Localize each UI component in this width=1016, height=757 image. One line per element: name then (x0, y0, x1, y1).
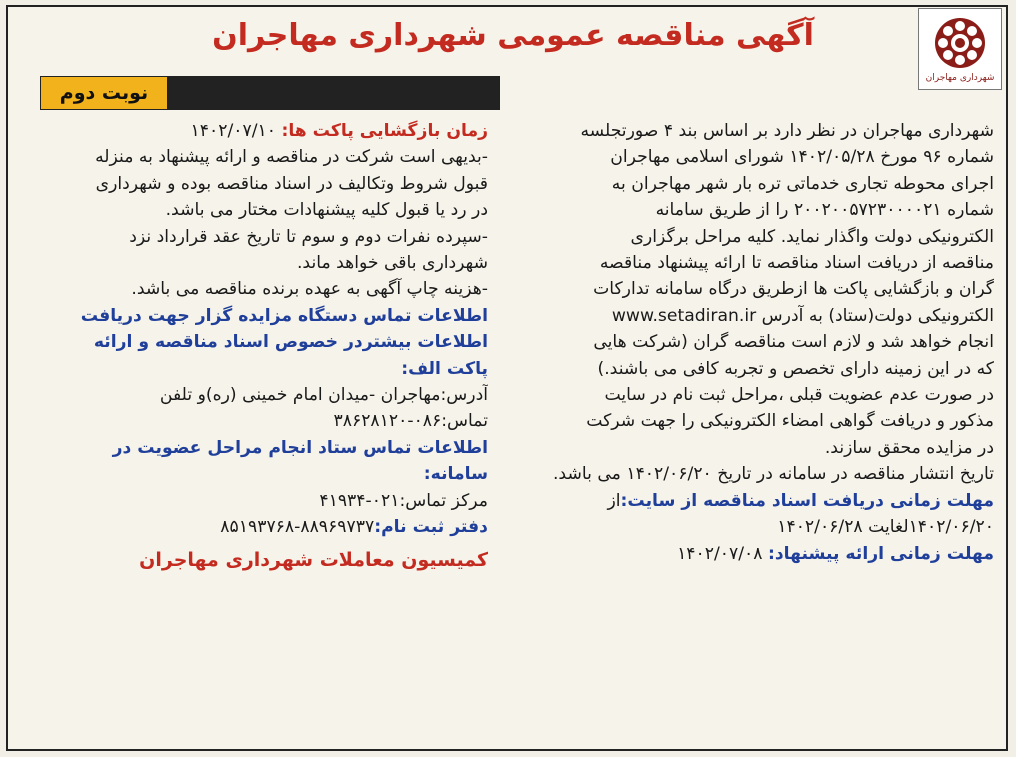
setad-contact-heading: اطلاعات تماس ستاد انجام مراحل عضویت در (112, 437, 488, 458)
opening-line (28, 118, 488, 144)
text-line: در مزایده محقق سازند. (824, 437, 994, 458)
text-line: شهرداری مهاجران در نظر دارد بر اساس بند ۴ صورتجلسه (580, 121, 994, 141)
text-line: -سپرده نفرات دوم و سوم تا تاریخ عقد قرارداد نزد (129, 226, 488, 247)
call-center-line (28, 488, 488, 514)
text-line: در رد یا قبول کلیه پیشنهادات مختار می باشد. (165, 200, 488, 221)
text-line: که در این زمینه دارای تخصص و تجربه کافی می باشند.) (597, 358, 994, 379)
offer-date: ۱۴۰۲/۰۷/۰۸ (677, 543, 763, 564)
commission-footer: کمیسیون معاملات شهرداری مهاجران (139, 548, 488, 571)
contact-heading: اطلاعات تماس دستگاه مزایده گزار جهت دریافت (80, 305, 488, 326)
notice-title: آگهی مناقصه عمومی شهرداری مهاجران (212, 18, 814, 53)
flower-emblem-icon (929, 15, 991, 71)
office-label: دفتر ثبت نام: (374, 517, 488, 538)
municipality-logo (918, 8, 1002, 90)
deadline-line (516, 488, 994, 514)
text-line: اجرای محوطه تجاری خدماتی تره بار شهر مهاجران به (611, 173, 994, 194)
opening-label: زمان بازگشایی پاکت ها: (281, 121, 488, 141)
office-phone: ۸۸۹۶۹۷۳۷-۸۵۱۹۳۷۶۸ (220, 517, 375, 538)
publish-date-line: تاریخ انتشار مناقصه در سامانه در تاریخ ۱۴۰۲/۰۶/۲۰ می باشد. (552, 464, 994, 485)
offer-label: مهلت زمانی ارائه پیشنهاد: (767, 543, 994, 564)
center-phone: ۰۲۱-۴۱۹۳۴ (319, 490, 400, 511)
phone-line: تماس:۰۸۶-۳۸۶۲۸۱۲۰ (333, 411, 488, 432)
text-line: مذکور و دریافت گواهی امضاء الکترونیکی را جهت شرکت (586, 411, 994, 432)
text-line: قبول شروط وتکالیف در اسناد مناقصه بوده و شهرداری (95, 173, 488, 194)
center-label: مرکز تماس: (399, 490, 488, 511)
deadline-from: از (607, 490, 621, 511)
text-line: شماره ۹۶ مورخ ۱۴۰۲/۰۵/۲۸ شورای اسلامی مهاجران (610, 147, 994, 168)
opening-date: ۱۴۰۲/۰۷/۱۰ (190, 121, 276, 141)
text-line: الکترونیکی دولت(ستاد) به آدرس www.setadiran.ir (611, 305, 994, 326)
text-line: در صورت عدم عضویت قبلی ،مراحل ثبت نام در سایت (604, 385, 994, 406)
text-line: -هزینه چاپ آگهی به عهده برنده مناقصه می باشد. (131, 279, 488, 300)
setad-contact-heading: سامانه: (423, 464, 488, 485)
logo-caption: شهرداری مهاجران (925, 73, 995, 83)
address-line: آدرس:مهاجران -میدان امام خمینی (ره)و تلفن (159, 385, 488, 406)
turn-badge: نوبت دوم (40, 76, 168, 110)
text-line: انجام خواهد شد و لازم است مناقصه گران (شرکت هایی (593, 332, 994, 353)
deadline-label: مهلت زمانی دریافت اسناد مناقصه از سایت: (620, 490, 994, 511)
contact-heading: اطلاعات بیشتردر خصوص اسناد مناقصه و ارائه (93, 332, 488, 353)
right-column (516, 118, 994, 567)
text-line: شماره ۲۰۰۲۰۰۵۷۲۳۰۰۰۰۲۱ را از طریق سامانه (655, 200, 994, 221)
offer-deadline-line (516, 541, 994, 567)
office-line (28, 514, 488, 540)
text-line: -بدیهی است شرکت در مناقصه و ارائه پیشنهاد به منزله (95, 147, 488, 168)
deadline-range: ۱۴۰۲/۰۶/۲۰لغایت ۱۴۰۲/۰۶/۲۸ (777, 517, 994, 538)
contact-heading: پاکت الف: (401, 358, 488, 379)
left-column (28, 118, 488, 573)
text-line: مناقصه از دریافت اسناد مناقصه تا ارائه پیشنهاد مناقصه (599, 253, 994, 274)
text-line: شهرداری باقی خواهد ماند. (296, 253, 488, 274)
text-line: گران و بازگشایی پاکت ها ازطریق درگاه سامانه تدارکات (593, 279, 994, 300)
text-line: الکترونیکی دولت واگذار نماید. کلیه مراحل برگزاری (630, 226, 994, 247)
